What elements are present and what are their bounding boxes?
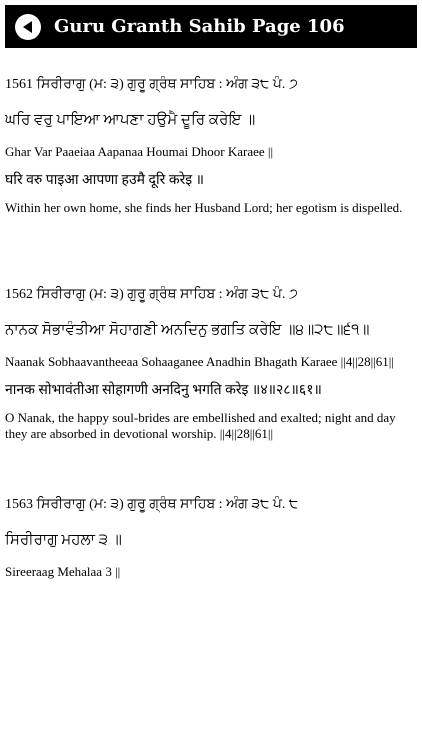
shabad-reference: 1562 ਸਿਰੀਰਾਗੁ (ਮ: ੩) ਗੁਰੂ ਗ੍ਰੰਥ ਸਾਹਿਬ : ਅੰਗ ੩੮ ਪੰ. ੭: [5, 287, 298, 302]
header-bar: [5, 5, 417, 48]
page-title: Guru Granth Sahib Page 106: [54, 16, 345, 37]
transliteration-line: Ghar Var Paaeiaa Aapanaa Houmai Dhoor Karaee ||: [5, 144, 274, 159]
shabad-item[interactable]: [5, 286, 415, 442]
back-arrow-icon: [21, 20, 35, 34]
gurmukhi-line: ਘਰਿ ਵਰੁ ਪਾਇਆ ਆਪਣਾ ਹਉਮੈ ਦੂਰਿ ਕਰੇਇ ॥: [5, 112, 256, 128]
shabad-item[interactable]: [5, 496, 415, 580]
hindi-line: घरि वरु पाइआ आपणा हउमै दूरि करेइ ॥: [5, 173, 205, 188]
back-button[interactable]: [15, 14, 41, 40]
gurmukhi-line: ਸਿਰੀਰਾਗੁ ਮਹਲਾ ੩ ॥: [5, 532, 122, 548]
transliteration-line: Sireeraag Mehalaa 3 ||: [5, 564, 121, 579]
transliteration-line: Naanak Sobhaavantheeaa Sohaaganee Anadhin Bhagath Karaee ||4||28||61||: [5, 354, 395, 369]
hindi-line: नानक सोभावंतीआ सोहागणी अनदिनु भगति करेइ ॥४॥२८॥६१॥: [5, 383, 322, 398]
gurmukhi-line: ਨਾਨਕ ਸੋਭਾਵੰਤੀਆ ਸੋਹਾਗਣੀ ਅਨਦਿਨੁ ਭਗਤਿ ਕਰੇਇ ॥੪॥੨੮॥੬੧॥: [5, 322, 370, 338]
english-translation: Within her own home, she finds her Husband Lord; her egotism is dispelled.: [5, 200, 403, 215]
shabad-reference: 1563 ਸਿਰੀਰਾਗੁ (ਮ: ੩) ਗੁਰੂ ਗ੍ਰੰਥ ਸਾਹਿਬ : ਅੰਗ ੩੮ ਪੰ. ੮: [5, 497, 299, 512]
shabad-reference: 1561 ਸਿਰੀਰਾਗੁ (ਮ: ੩) ਗੁਰੂ ਗ੍ਰੰਥ ਸਾਹਿਬ : ਅੰਗ ੩੮ ਪੰ. ੭: [5, 77, 298, 92]
english-translation: O Nanak, the happy soul-brides are embellished and exalted; night and day they are absorbed in devotional worship. ||4||28||61||: [5, 410, 396, 441]
shabad-item[interactable]: [5, 76, 415, 216]
